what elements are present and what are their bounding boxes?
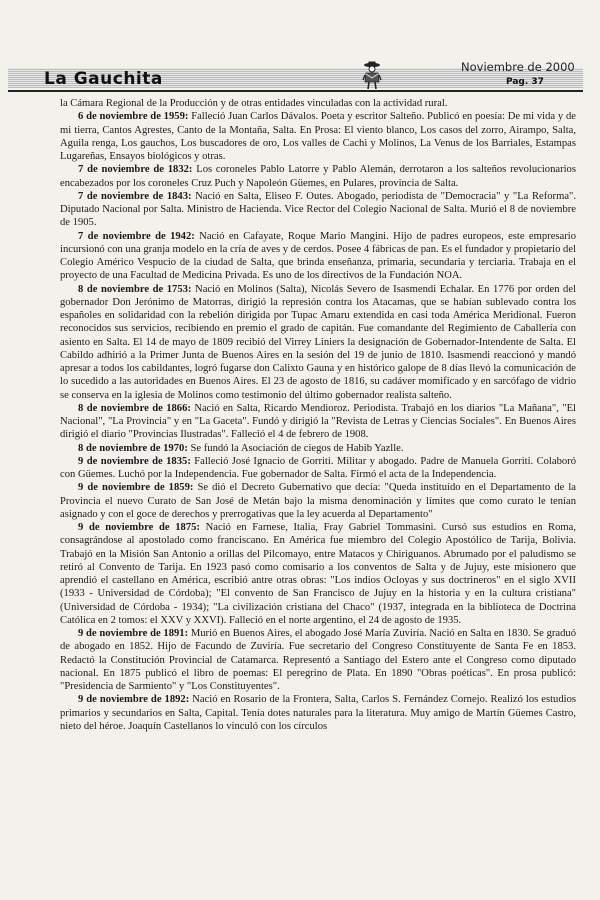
entry-paragraph [60,283,576,402]
entry-text: Los coroneles Pablo Latorre y Pablo Alemán, derrotaron a los salteños revolucionarios encabezados por los coroneles Cruz Puch y Napoleón Güemes, en Pulares, provincia de Salta. [60,164,576,189]
entry-paragraph [60,190,576,230]
entry-text: Nació en Rosario de la Frontera, Salta, Carlos S. Fernández Cornejo. Realizó los estudios primarios y secundarios en Salta, Capital. Tenía dotes naturales para la literatura. Muy amigo de Martín Güemes Castro, nieto del héroe. Joaquín Castellanos lo vinculó con los círculos [60,694,576,732]
entry-text: Falleció Juan Carlos Dávalos. Poeta y escritor Salteño. Publicó en poesía: De mi vida y de mi tierra, Cantos Agrestes, Canto de la Montaña, Salta. En Prosa: El viento blanco, Los casos del zorro, Airampo, Salta, Aguila renga, Los gauchos, Los buscadores de oro, Los valles de Cachi y Molinos, La Venus de los Barriales, Estampas Lugareñas, Ensayos biológicos y otras. [60,111,576,162]
issue-date: Noviembre de 2000 [461,60,575,74]
entry-date: 7 de noviembre de 1832: [78,164,193,176]
entry-paragraph [60,442,576,455]
entry-date: 8 de noviembre de 1866: [78,402,191,414]
article-body [60,97,576,733]
entry-date: 8 de noviembre de 1753: [78,283,192,295]
entry-date: 9 de noviembre de 1892: [78,694,190,706]
gaucho-mascot-icon [362,60,382,90]
entry-text: Nació en Farnese, Italia, Fray Gabriel Tommasini. Cursó sus estudios en Roma, consagrándose al apostolado como franciscano. En América fue miembro del Colegio Apostólico de Tarija, Bolivia. Trabajó en la Misión San Antonio a orillas del Pilcomayo, entre Matacos y Chiriguanos. Abrumado por el paludismo se retiró al Convento de Tarija. En 1923 pasó como comisario a los conventos de Salta y de Jujuy, este misionero que aprendió el castellano en América, escribió antre otras obras: "Los indios Ocloyas y sus doctrineros" en el siglo XVII (1933 - Universidad de Córdoba); "El convento de San Francisco de Jujuy en la historia y en la cultura cristiana" (Universidad de Córdoba - 1934); "La civilización cristiana del Chaco" (1937, integrada en la biblioteca de Doctrina Católica en 2 tomos: el XXV y XXVI). Falleció en el norte argentino, el 24 de agosto de 1935. [60,522,576,626]
entry-text: Nació en Salta, Eliseo F. Outes. Abogado, periodista de "Democracia" y "La Reforma". Diputado Nacional por Salta. Ministro de Hacienda. Vice Rector del Colegio Nacional de Salta. Murió el 8 de noviembre de 1905. [60,190,576,229]
entry-date: 9 de noviembre de 1835: [78,455,191,467]
magazine-title: La Gauchita [44,69,163,89]
entry-paragraph [60,230,576,283]
entry-paragraph [60,481,576,521]
entry-date: 6 de noviembre de 1959: [78,111,189,123]
entry-paragraph [60,163,576,190]
entry-date: 9 de noviembre de 1875: [78,522,200,533]
entry-paragraph [60,693,576,733]
entry-date: 7 de noviembre de 1843: [78,190,192,202]
entry-text: Nació en Salta, Ricardo Mendioroz. Periodista. Trabajó en los diarios "La Mañana", "El Nacional", "La Provincia" y en "La Gaceta". Fundó y dirigió la "Revista de Letras y Ciencias Sociales". En Buenos Aires dirigió el diario "Provincias Ilustradas". Falleció el 4 de febrero de 1908. [60,402,576,441]
entry-paragraph [60,402,576,442]
entry-date: 9 de noviembre de 1891: [78,628,189,639]
entry-paragraph [60,627,576,693]
entry-paragraph [60,521,576,627]
entry-text: Se dió el Decreto Gubernativo que decía: "Queda instituído en el Departamento de la Provincia el nuevo Curato de San José de Metán bajo la misma denominación y límites que como curato le tenían asignado y con el goce de derechos y prerrogativas que la ley acuerda al Departamento" [60,482,576,520]
entry-date: 9 de noviembre de 1859: [78,482,194,494]
header-rule [8,90,583,92]
intro-paragraph: la Cámara Regional de la Producción y de otras entidades vinculadas con la actividad rural. [60,98,448,109]
entry-date: 7 de noviembre de 1942: [78,230,195,242]
entry-paragraph [60,110,576,163]
entry-text: Falleció José Ignacio de Gorriti. Militar y abogado. Padre de Manuela Gorriti. Colaboró con Güemes. Luchó por la Independencia. Fue gobernador de Salta. Firmó el acta de la Independencia. [60,455,576,480]
page-number: Pag. 37 [506,77,544,87]
entry-date: 8 de noviembre de 1970: [78,442,188,454]
entry-text: Nació en Cafayate, Roque Mario Mangini. Hijo de padres europeos, este empresario incursionó con una granja modelo en la cría de aves y de cerdos. Posee 4 fábricas de pan. Es el fundador y propietario del Colegio Américo Vespucio de la ciudad de Salta, que brinda enseñanza, primaria, secundaria y terciaria. Trabaja en el proyecto de una Facultad de Medicina Privada. Es uno de los directivos de la Fundación NOA. [60,230,576,282]
entry-text: Murió en Buenos Aires, el abogado José María Zuviría. Nació en Salta en 1830. Se graduó de abogado en 1852. Hijo de Facundo de Zuviría. Fue secretario del Congreso Constituyente de Santa Fe en 1853. Redactó la Constitución Provincial de Catamarca. Representó a Santiago del Estero ante el Congreso como diputado nacional. En 1875 publicó el libro de poemas: El peregrino de Plata. En 1890 "Obras poéticas". En prosa publicó: "Presidencia de Sarmiento" y "Los Constituyentes". [60,628,576,692]
page-header [8,56,583,96]
entry-text: Nació en Molinos (Salta), Nicolás Severo de Isasmendi Echalar. En 1776 por orden del gobernador Don Jerónimo de Matorras, dirigió la represión contra los Atacamas, que se habían sublevado contra los españoles en solidaridad con la rebelión dirigida por Tupac Amaru extendida en casi toda América Meridional. Fueron reconocidos sus servicios, recibiendo en premio el grado de capitán. Fue comandante del Regimiento de Caballería con asiento en Salta. El 14 de mayo de 1809 recibió del Virrey Liniers la designación de Gobernador-Intendente de Salta. El Cabildo adhirió a la Primer Junta de Buenos Aires en la sesión del 19 de junio de 1810. Isasmendi reaccionó y mandó apresar a todos los cabildantes, logró fugarse don Calixto Gauna y en histórico galope de 8 días llevó la comunicación de lo sucedido a las autoridades en Buenos Aires. El 23 de agosto de 1816, su cadáver momificado y en sarcófago de vidrio se conserva en la iglesia de Molinos como testimonio del último gobernador realista salteño. [60,283,577,401]
entry-text: Se fundó la Asociación de ciegos de Habib Yazlle. [187,442,404,454]
entry-paragraph [60,455,576,482]
